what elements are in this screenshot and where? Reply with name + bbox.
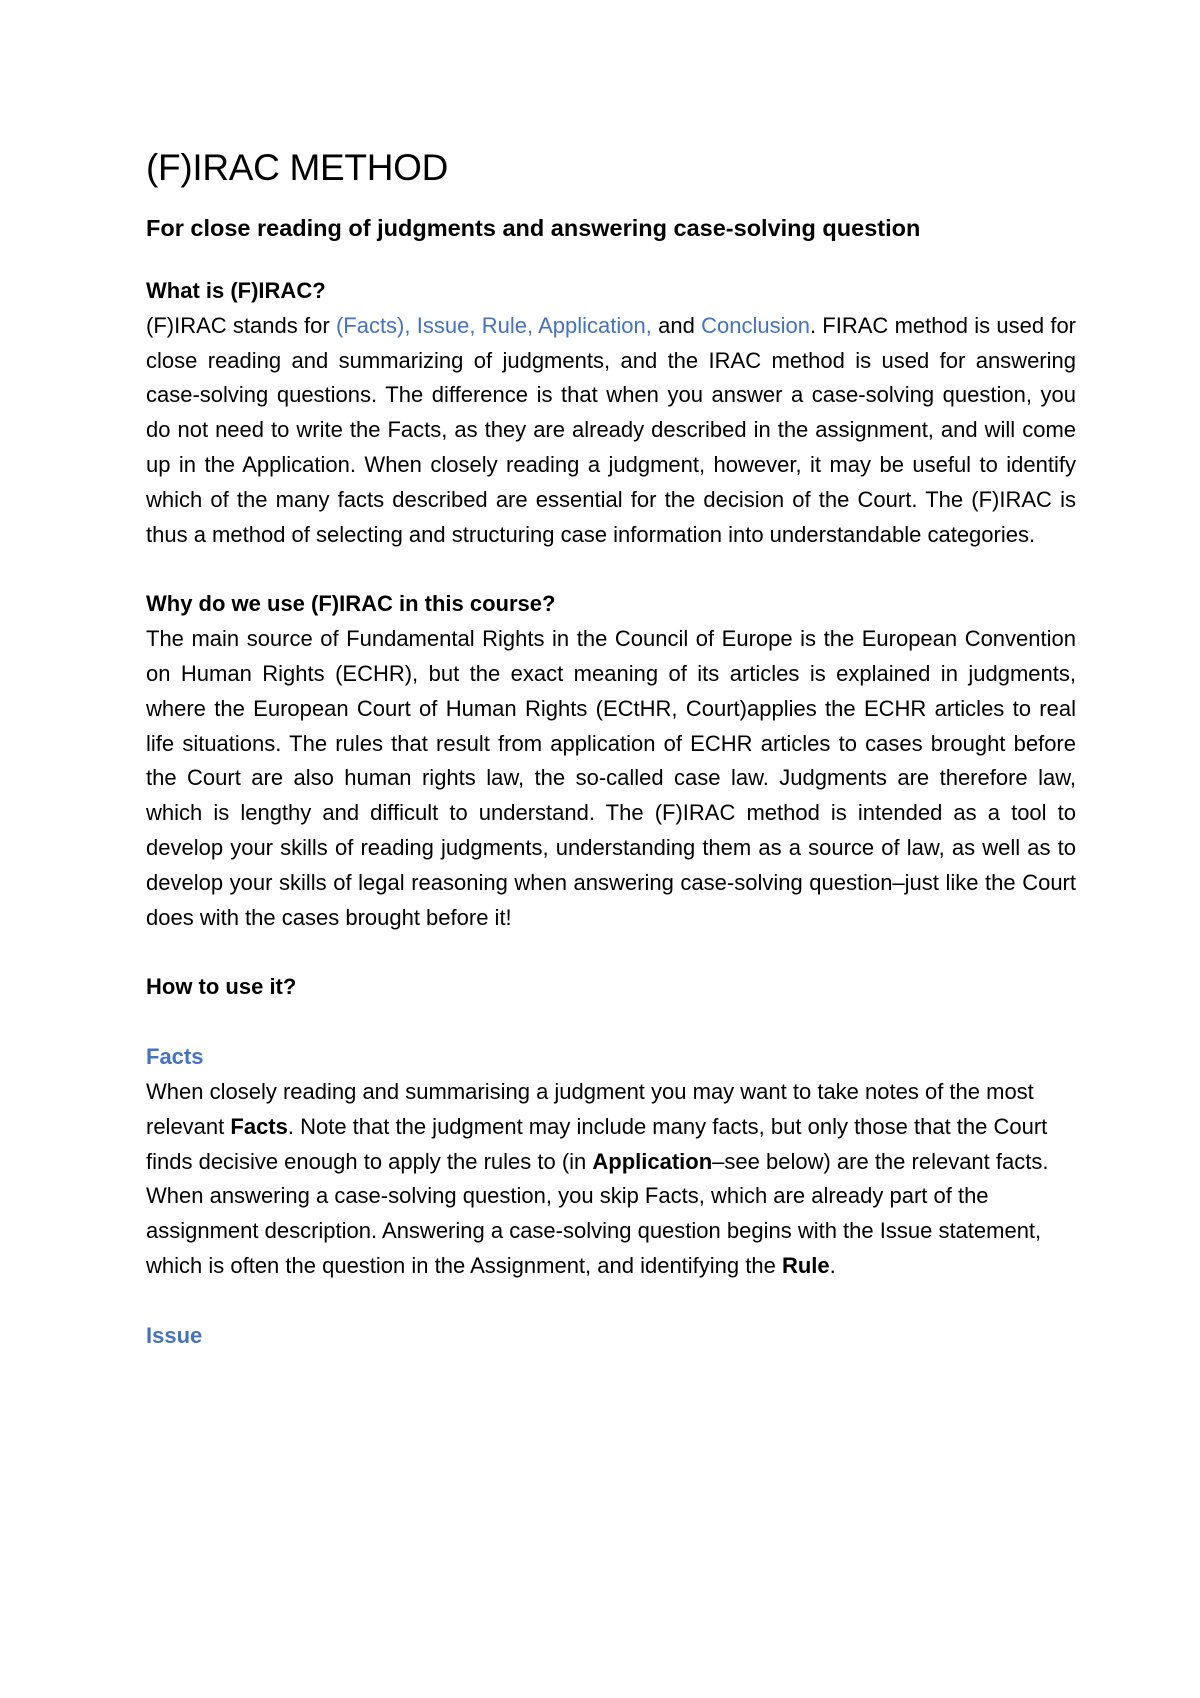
section-why-firac bbox=[146, 587, 1076, 935]
document-subtitle: For close reading of judgments and answering case-solving question bbox=[146, 215, 921, 241]
section-issue bbox=[146, 1319, 1076, 1354]
what-and-word: and bbox=[651, 312, 702, 338]
what-text-rest: . FIRAC method is used for close reading and summarizing of judgments, and the IRAC method is used for answering case-solving questions. The difference is that when you answer a case-solving question, you do not need to write the Facts, as they are already described in the assignment, and will come up in the Application. When closely reading a judgment, however, it may be useful to identify which of the many facts described are essential for the decision of the Court. The (F)IRAC is thus a method of selecting and structuring case information into understandable categories. bbox=[146, 312, 1077, 547]
facts-text-1: When closely reading and summarising a judgment you may want to take notes of the most relevant bbox=[146, 1078, 1034, 1139]
what-term-conclusion: Conclusion bbox=[701, 312, 810, 338]
section-heading-what: What is (F)IRAC? bbox=[146, 278, 326, 303]
what-text-start: (F)IRAC stands for bbox=[146, 312, 336, 338]
document-page bbox=[146, 140, 1076, 1354]
section-heading-facts: Facts bbox=[146, 1044, 204, 1070]
facts-bold-facts: Facts bbox=[230, 1113, 288, 1139]
section-what-is-firac bbox=[146, 274, 1076, 552]
facts-text-3: –see below) are the relevant facts. When answering a case-solving question, you skip Facts, which are already part of the assignment description. Answering a case-solving question begins with the Issue statement, which is often the question in the Assignment, and identifying the bbox=[146, 1148, 1049, 1278]
what-term-facts-issue-rule-application: (Facts), Issue, Rule, Application, bbox=[335, 312, 652, 338]
section-heading-why: Why do we use (F)IRAC in this course? bbox=[146, 591, 556, 617]
paragraph-why: The main source of Fundamental Rights in the Council of Europe is the European Convention on Human Rights (ECHR), but the exact meaning of its articles is explained in judgments, where the European Court of Human Rights (ECtHR, Court)applies the ECHR articles to real life situations. The rules that result from application of ECHR articles to cases brought before the Court are also human rights law, the so-called case law. Judgments are therefore law, which is lengthy and difficult to understand. The (F)IRAC method is intended as a tool to develop your skills of reading judgments, understanding them as a source of law, as well as to develop your skills of legal reasoning when answering case-solving question–just like the Court does with the cases brought before it! bbox=[146, 626, 1076, 930]
paragraph-what bbox=[146, 309, 1076, 553]
document-title: (F)IRAC METHOD bbox=[146, 147, 449, 188]
facts-text-4: . bbox=[829, 1252, 836, 1278]
facts-bold-rule: Rule bbox=[781, 1252, 830, 1278]
section-heading-how: How to use it? bbox=[146, 974, 297, 1000]
section-how-to-use bbox=[146, 970, 1076, 1005]
facts-bold-application: Application bbox=[592, 1148, 713, 1174]
section-facts bbox=[146, 1040, 1076, 1284]
section-heading-issue: Issue bbox=[146, 1322, 203, 1348]
facts-text-2: . Note that the judgment may include many facts, but only those that the Court finds decisive enough to apply the rules to (in bbox=[146, 1113, 1048, 1174]
paragraph-facts bbox=[146, 1075, 1076, 1284]
